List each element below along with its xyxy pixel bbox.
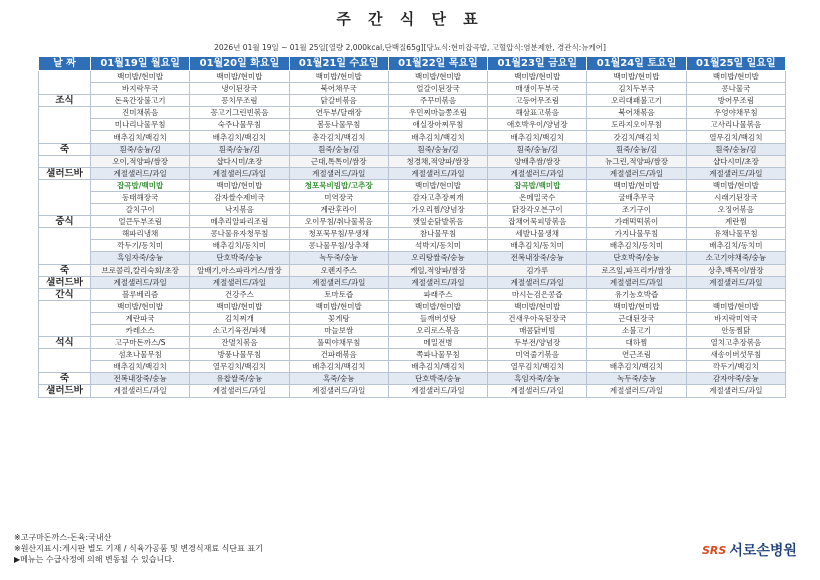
menu-cell: 북어채볶음 [587,107,686,119]
menu-cell: 샵다시미/초장 [190,155,289,167]
menu-cell: 잡채어묵피망볶음 [488,216,587,228]
menu-cell: 배추김치/동치미 [488,240,587,252]
menu-cell: 백미밥/현미밥 [686,300,785,312]
day-header: 01월23일 금요일 [488,57,587,71]
menu-cell: 열무김치/백김치 [488,361,587,373]
menu-cell: 메밀전병 [388,337,487,349]
menu-row [39,71,786,83]
menu-cell: 깍두기/백김치 [686,361,785,373]
menu-cell: 계절샐러드/과일 [91,385,190,397]
menu-cell: 잡곡밥/백미밥 [488,179,587,191]
menu-cell: 해삼표고볶음 [488,107,587,119]
menu-cell: 전복내장죽/숭늉 [488,252,587,264]
menu-cell: 미역줄기볶음 [488,349,587,361]
menu-row [39,191,786,203]
menu-cell: 계절샐러드/과일 [488,276,587,288]
menu-cell: 계절샐러드/과일 [91,276,190,288]
menu-cell: 깍두기/동치미 [91,240,190,252]
menu-cell: 동태해장국 [91,191,190,203]
menu-row [39,288,786,300]
menu-row [39,83,786,95]
menu-cell: 감자야죽/숭늉 [686,373,785,385]
menu-cell: 계절샐러드/과일 [488,167,587,179]
menu-cell: 안동찜닭 [686,324,785,336]
menu-row [39,204,786,216]
menu-cell: 닭장각오븐구이 [488,204,587,216]
menu-cell: 갓김치/백김치 [587,131,686,143]
menu-cell: 오징어볶음 [686,204,785,216]
menu-row [39,155,786,167]
menu-cell: 계절샐러드/과일 [388,385,487,397]
menu-cell: 흰죽/숭늉/김 [190,143,289,155]
menu-cell: 청포묵무침/무생채 [289,228,388,240]
menu-cell: 배추김치/백김치 [388,361,487,373]
menu-cell: 고구마돈까스/S [91,337,190,349]
menu-cell: 우엉야채무침 [686,107,785,119]
meal-label [39,349,91,361]
menu-cell: 계절샐러드/과일 [91,167,190,179]
meal-label [39,300,91,312]
meal-label [39,131,91,143]
menu-cell: 오리탕쌀죽/숭늉 [388,252,487,264]
meal-label: 샐러드바 [39,385,91,397]
menu-cell: 김가루 [488,264,587,276]
menu-cell: 꽃게탕 [289,312,388,324]
menu-cell: 계란찜 [686,216,785,228]
menu-row [39,143,786,155]
menu-cell: 소고기야채죽/숭늉 [686,252,785,264]
menu-cell: 감자쌀수제비국 [190,191,289,203]
menu-cell: 백미밥/현미밥 [388,300,487,312]
menu-row [39,95,786,107]
footnote: ▶메뉴는 수급사정에 의해 변동될 수 있습니다. [14,555,175,564]
menu-cell: 배추김치/백김치 [91,361,190,373]
menu-cell: 오이,적양파/쌈장 [91,155,190,167]
menu-cell: 가오리찜/양념장 [388,204,487,216]
footnote: ※원산지표시:게시판 별도 기재 / 식육가공품 및 변경식재료 식단표 표기 [14,544,263,553]
menu-cell: 마시는검은콩즙 [488,288,587,300]
day-header: 01월20일 화요일 [190,57,289,71]
menu-row [39,276,786,288]
meal-label: 죽 [39,373,91,385]
page-title: 주 간 식 단 표 [336,10,484,28]
menu-cell: 파래주스 [388,288,487,300]
menu-cell: 콩나물무침/상추채 [289,240,388,252]
menu-cell [686,288,785,300]
menu-cell: 세발나물생채 [488,228,587,240]
menu-cell: 알배기,아스파라거스/쌈장 [190,264,289,276]
menu-cell: 계절샐러드/과일 [190,276,289,288]
menu-cell: 닭갈비볶음 [289,95,388,107]
menu-cell: 우민찌마늘쫑조림 [388,107,487,119]
menu-row [39,373,786,385]
menu-cell: 매생이두부국 [488,83,587,95]
menu-cell: 단호박죽/숭늉 [388,373,487,385]
menu-cell: 유기농호박즙 [587,288,686,300]
menu-cell: 백미밥/현미밥 [190,179,289,191]
menu-cell: 근대,톡톡이/쌈장 [289,155,388,167]
menu-cell: 단호박죽/숭늉 [587,252,686,264]
menu-cell: 녹두죽/숭늉 [289,252,388,264]
menu-cell: 방풍나물무침 [190,349,289,361]
menu-cell: 섬초나물무침 [91,349,190,361]
menu-cell: 연두부/달래장 [289,107,388,119]
menu-cell: 녹두죽/숭늉 [587,373,686,385]
menu-cell: 소불고기 [587,324,686,336]
menu-cell: 두부전/양념장 [488,337,587,349]
menu-cell: 건강주스 [190,288,289,300]
menu-cell: 열무김치/백김치 [686,131,785,143]
menu-cell: 열무김치/백김치 [190,361,289,373]
menu-cell: 청경채,적양파/쌈장 [388,155,487,167]
menu-row [39,300,786,312]
menu-cell: 애실장아찌무침 [388,119,487,131]
day-header: 01월22일 목요일 [388,57,487,71]
menu-cell: 낙지볶음 [190,204,289,216]
meal-label [39,83,91,95]
menu-row [39,264,786,276]
menu-cell: 도라지오이무침 [587,119,686,131]
menu-cell: 백미밥/현미밥 [388,179,487,191]
footnotes [14,532,263,565]
menu-cell: 백미밥/현미밥 [289,300,388,312]
date-header: 날 짜 [39,57,91,71]
menu-cell: 흰죽/숭늉/김 [488,143,587,155]
menu-cell: 흑임자죽/숭늉 [488,373,587,385]
menu-cell: 가지나물무침 [587,228,686,240]
menu-cell: 돈육간장불고기 [91,95,190,107]
footnote: ※고구마돈까스-돈육:국내산 [14,533,112,542]
menu-cell: 배추김치/백김치 [190,131,289,143]
meal-label [39,324,91,336]
menu-cell: 계절샐러드/과일 [289,167,388,179]
menu-cell: 북어채무국 [289,83,388,95]
menu-cell: 토마토즙 [289,288,388,300]
day-header: 01월19일 월요일 [91,57,190,71]
menu-cell: 꽁치무조림 [190,95,289,107]
menu-row [39,312,786,324]
day-header: 01월21일 수요일 [289,57,388,71]
menu-cell: 로즈잎,파프리카/쌈장 [587,264,686,276]
menu-row [39,349,786,361]
menu-cell: 얼큰두부조림 [91,216,190,228]
menu-row [39,361,786,373]
meal-label: 샐러드바 [39,276,91,288]
menu-cell: 미나리나물무침 [91,119,190,131]
menu-cell: 풀떡야채무침 [289,337,388,349]
menu-cell: 흰죽/숭늉/김 [587,143,686,155]
menu-cell: 고등어무조림 [488,95,587,107]
menu-cell: 소고기육전/파채 [190,324,289,336]
menu-cell: 백미밥/현미밥 [91,300,190,312]
menu-row [39,252,786,264]
menu-cell: 뉴그린,적양파/쌈장 [587,155,686,167]
menu-cell: 애호박우이/양념장 [488,119,587,131]
menu-cell: 계절샐러드/과일 [587,276,686,288]
menu-cell: 배추김치/백김치 [388,131,487,143]
menu-row [39,179,786,191]
meal-label [39,107,91,119]
menu-cell: 계절샐러드/과일 [289,276,388,288]
menu-cell: 전복내장죽/숭늉 [91,373,190,385]
menu-cell: 새송이버섯무침 [686,349,785,361]
menu-cell: 봄동나물무침 [289,119,388,131]
menu-cell: 근대된장국 [587,312,686,324]
menu-cell: 시래기된장국 [686,191,785,203]
menu-cell: 백미밥/현미밥 [587,300,686,312]
menu-cell: 백미밥/현미밥 [190,300,289,312]
menu-cell: 유찹쌀죽/숭늉 [190,373,289,385]
menu-cell: 계절샐러드/과일 [686,385,785,397]
weekly-menu-table [38,56,786,398]
menu-cell: 배추김치/동치미 [190,240,289,252]
menu-cell: 조기구이 [587,204,686,216]
menu-cell: 온메밀국수 [488,191,587,203]
menu-cell: 오렌지주스 [289,264,388,276]
menu-cell: 계절샐러드/과일 [388,276,487,288]
menu-cell: 석박지/동치미 [388,240,487,252]
menu-cell: 가래떡떡볶이 [587,216,686,228]
meal-label [39,191,91,203]
menu-cell: 계란후라이 [289,204,388,216]
menu-cell: 브로콜리,칼리숙회/초장 [91,264,190,276]
menu-cell: 계절샐러드/과일 [488,385,587,397]
meal-label [39,155,91,167]
menu-row [39,228,786,240]
meal-label [39,179,91,191]
menu-cell: 배추김치/동치미 [587,240,686,252]
meal-label [39,361,91,373]
menu-cell: 마늘보쌈 [289,324,388,336]
hospital-logo [702,540,797,560]
menu-row [39,167,786,179]
menu-cell: 흑임자죽/숭늉 [91,252,190,264]
menu-row [39,385,786,397]
meal-label [39,312,91,324]
menu-cell: 꽁고기그린빈볶음 [190,107,289,119]
menu-cell: 김치찌개 [190,312,289,324]
menu-cell: 오리로스볶음 [388,324,487,336]
menu-cell: 계절샐러드/과일 [587,167,686,179]
menu-cell: 연근조림 [587,349,686,361]
menu-cell: 콩나물유자청무침 [190,228,289,240]
menu-cell: 흰죽/숭늉/김 [289,143,388,155]
menu-cell: 유채나물무침 [686,228,785,240]
menu-cell: 진미채볶음 [91,107,190,119]
menu-cell: 메추리알파리조림 [190,216,289,228]
menu-cell: 방어무조림 [686,95,785,107]
meal-label [39,252,91,264]
menu-cell: 상추,백목이/쌈장 [686,264,785,276]
menu-cell: 백미밥/현미밥 [686,179,785,191]
page-subtitle: 2026년 01월 19일 ~ 01월 25일[열량 2,000kcal,단백질65g][당뇨식:현미잡곡밥, 고혈압식:염분제한, 경관식:뉴케어] [214,43,606,52]
menu-cell: 냉이된장국 [190,83,289,95]
menu-row [39,324,786,336]
menu-cell: 해파리냉채 [91,228,190,240]
menu-cell: 건새우아욱된장국 [488,312,587,324]
menu-cell: 계절샐러드/과일 [686,276,785,288]
menu-row [39,131,786,143]
menu-cell: 감자고추장찌개 [388,191,487,203]
menu-cell: 미역장국 [289,191,388,203]
menu-cell: 백미밥/현미밥 [587,71,686,83]
menu-cell: 계절샐러드/과일 [190,167,289,179]
menu-cell: 흑죽/숭늉 [289,373,388,385]
menu-row [39,337,786,349]
menu-cell: 갈치구이 [91,204,190,216]
meal-label: 조식 [39,95,91,107]
menu-cell: 양배추쌈/쌈장 [488,155,587,167]
menu-cell: 고사리나물볶음 [686,119,785,131]
menu-row [39,216,786,228]
menu-cell: 청포묵비빔밥/고추장 [289,179,388,191]
menu-body [39,71,786,398]
menu-cell: 백미밥/현미밥 [488,71,587,83]
menu-cell: 대하찜 [587,337,686,349]
menu-cell: 계절샐러드/과일 [289,385,388,397]
menu-cell: 계절샐러드/과일 [190,385,289,397]
menu-cell: 배추김치/동치미 [686,240,785,252]
menu-cell: 배추김치/백김치 [289,361,388,373]
meal-label: 석식 [39,337,91,349]
menu-cell: 계란파국 [91,312,190,324]
menu-cell: 케일,적양파/쌈장 [388,264,487,276]
menu-cell: 바지락무국 [91,83,190,95]
meal-label: 죽 [39,143,91,155]
meal-label: 간식 [39,288,91,300]
menu-cell: 백미밥/현미밥 [686,71,785,83]
menu-cell: 샵다시미/초장 [686,155,785,167]
menu-row [39,119,786,131]
menu-cell: 건파래볶음 [289,349,388,361]
menu-cell: 배추김치/백김치 [488,131,587,143]
menu-cell: 숙주나물무침 [190,119,289,131]
menu-cell: 백미밥/현미밥 [190,71,289,83]
menu-cell: 카레소스 [91,324,190,336]
menu-cell: 잔멸치볶음 [190,337,289,349]
menu-cell: 흰죽/숭늉/김 [686,143,785,155]
menu-cell: 깻잎순닭발볶음 [388,216,487,228]
menu-cell: 굴배추무국 [587,191,686,203]
menu-cell: 백미밥/현미밥 [488,300,587,312]
menu-cell: 흰죽/숭늉/김 [91,143,190,155]
logo-text: 서로손병원 [729,543,797,559]
day-header: 01월25일 일요일 [686,57,785,71]
meal-label: 샐러드바 [39,167,91,179]
menu-row [39,240,786,252]
menu-cell: 계절샐러드/과일 [388,167,487,179]
meal-label: 중식 [39,216,91,228]
menu-cell: 잡곡밥/백미밥 [91,179,190,191]
meal-label [39,119,91,131]
menu-cell: 계절샐러드/과일 [587,385,686,397]
day-header: 01월24일 토요일 [587,57,686,71]
menu-cell: 열치고추장볶음 [686,337,785,349]
menu-cell: 참나물무침 [388,228,487,240]
header-row [39,57,786,71]
menu-cell: 바지락미역국 [686,312,785,324]
menu-cell: 배추김치/백김치 [91,131,190,143]
menu-cell: 김치두부국 [587,83,686,95]
meal-label: 죽 [39,264,91,276]
menu-cell: 콩나물국 [686,83,785,95]
menu-cell: 총각김치/백김치 [289,131,388,143]
meal-label [39,204,91,216]
meal-label [39,228,91,240]
menu-cell: 주꾸미볶음 [388,95,487,107]
menu-cell: 백미밥/현미밥 [289,71,388,83]
menu-cell: 단호박죽/숭늉 [190,252,289,264]
menu-row [39,107,786,119]
logo-mark: SRS [702,543,727,557]
menu-cell: 백미밥/현미밥 [587,179,686,191]
meal-label [39,240,91,252]
menu-cell: 오리대패불고기 [587,95,686,107]
menu-cell: 들깨버섯탕 [388,312,487,324]
menu-cell: 매콤닭비빔 [488,324,587,336]
menu-cell: 블루베리즘 [91,288,190,300]
menu-cell: 백미밥/현미밥 [388,71,487,83]
menu-cell: 오이무침/취나물볶음 [289,216,388,228]
menu-cell: 백미밥/현미밥 [91,71,190,83]
menu-cell: 흰죽/숭늉/김 [388,143,487,155]
menu-cell: 쪽파나물무침 [388,349,487,361]
menu-cell: 얼갈이된장국 [388,83,487,95]
menu-cell: 배추김치/백김치 [587,361,686,373]
menu-cell: 계절샐러드/과일 [686,167,785,179]
meal-label [39,71,91,83]
